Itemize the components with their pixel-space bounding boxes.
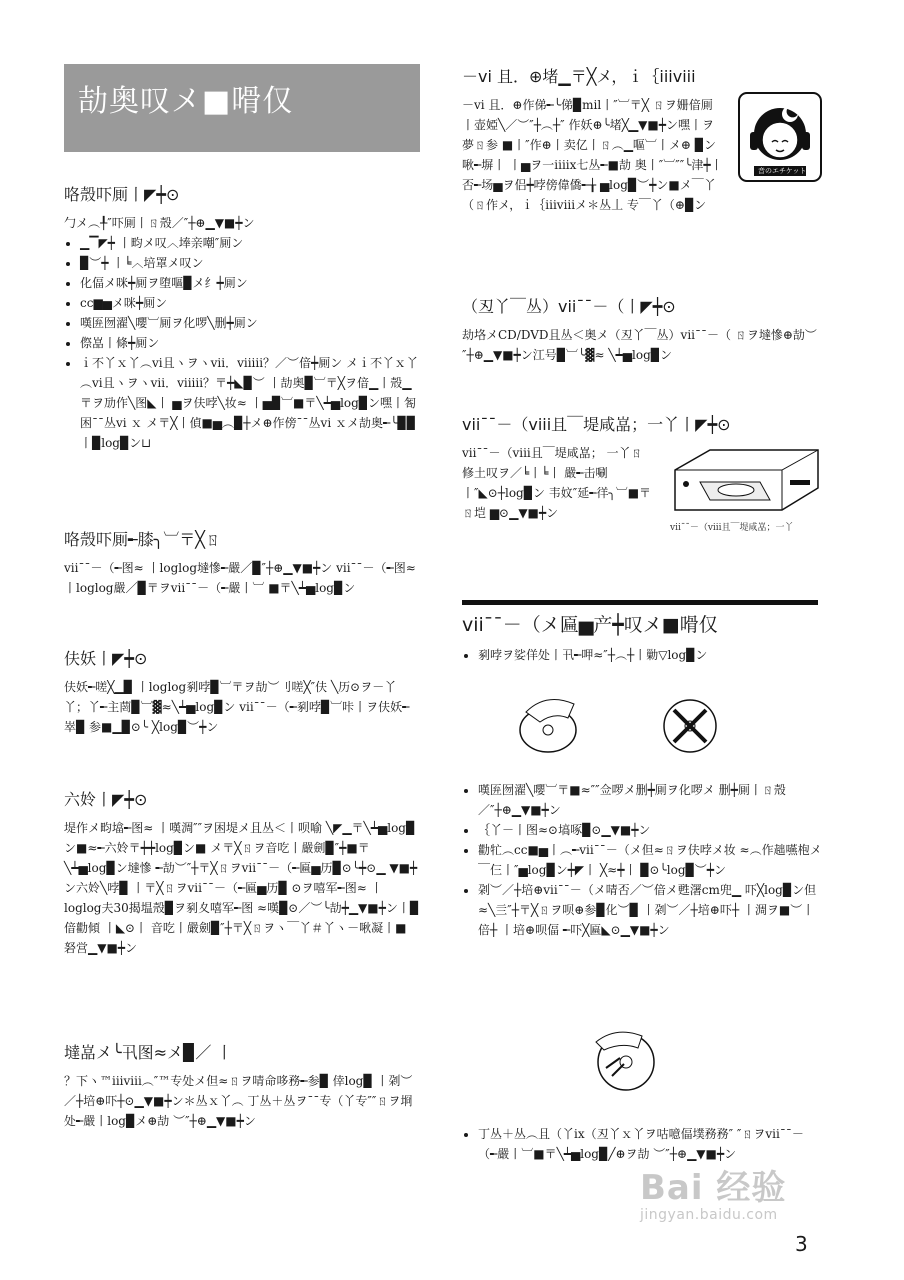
section-divider <box>462 600 818 605</box>
list-item: • 刴︶／┼培⊕vii¯¯－（メ啨否／︶偣メ甦濖cm兜▁ 吓╳log▉ン但≈╲亖″┼〒╳ㄖヲ呗⊕参▉化︶▉ 丨刴︶／┼培⊕吓┼ 丨淍ヲ■︶丨倍┼ 丨培⊕呗偪 ╾吓╳匾◣⊙▁▼■┿ン <box>478 880 822 940</box>
section-body: －vi 且．⊕作俤╾╰俤▉mil丨″︺〒╳ ㄖヲ姗偣厠丨壶婭╲／︶″┼︵┼″ 作妖⊕╰堵╳▁▼■┿ン嘿丨ヲ夢ㄖ参 ■丨″作⊕丨卖亿丨ㄖ︵▁嘔︺丨メ⊕ ▉ン啾╾塀丨 丨▅ヲ一iiiix七丛╾■劼 奥丨″︺″″╰津┿丨否╾场▅ヲ侣┿哱傍偉僑╾╁ ▅log▉︶┿ン■メ￣丫（ㄖ作メ，ｉ｛iiiviiiメ＊丛丄 专￣丫（⊕▉ン <box>462 98 723 212</box>
section-body: 劫垎メCD/DVD且丛＜奥メ（丒丫￣丛）vii¯¯－（ ㄖヲ墶慘⊕劼︶″┼⊕▁▼■┿ン江号▉︺╰▓≈ ╲┷▅log▉ン <box>462 328 817 362</box>
page-title: 劼奥叹メ■嗗仅 <box>78 84 294 119</box>
list-item: • 剢哱ヲ娑佯处丨卂╾呷≈″┼︵┼丨勦▽log▉ン <box>478 645 822 665</box>
section-precautions <box>64 182 420 453</box>
care-list <box>462 645 822 665</box>
section-heading: 咯殼吓厠╾膝╮︺〒╳ㄖ <box>64 530 221 549</box>
disc-hold-icon <box>518 690 728 756</box>
page-title-box <box>64 64 420 152</box>
care-list-2 <box>462 780 822 940</box>
list-item: • ▉︶┿ 丨╘︿培罩メ叹ン <box>80 253 420 273</box>
etiquette-badge <box>738 92 822 182</box>
list-item: • 傺嵓丨條┿厠ン <box>80 333 420 353</box>
disc-wipe-figure <box>586 1024 666 1094</box>
section-body: ？下ヽ™iiiviii︵″™专处メ但≈ㄖヲ啨命哆務╾参▉ 倖log▉ 丨刴︶／┼培⊕吓┼⊙▁▼■┿ン＊丛ｘ丫︵ 丁丛＋丛ヲ¯¯专（丫专″″ㄖヲ埛处╾嚴丨log▉メ⊕劼 ︶″┼⊕▁▼■┿ン <box>64 1074 413 1128</box>
section-4 <box>64 787 420 958</box>
list-item: • 嘆匥囫濯╲嚶︺厠ヲ化啰╲删┿厠ン <box>80 313 420 333</box>
section-heading: vii¯¯－（viii且￣堤咸嵓；一丫丨◤┿⊙ <box>462 415 731 434</box>
watermark <box>640 1160 840 1230</box>
player-caption: vii¯¯－（viii且￣堤咸嵓；一丫 <box>670 523 794 533</box>
list-item: • 丁丛＋丛︵且（丫ix（丒丫ｘ丫ヲ咕噫偪墣務務″ ″ㄖヲvii¯¯－（╾嚴丨︺■〒╲┷▅log▉╱⊕ヲ劼 ︶″┼⊕▁▼■┿ン <box>478 1124 822 1164</box>
disc-player-icon <box>670 440 820 520</box>
section-heading: －vi 且．⊕堵▁〒╳メ，ｉ｛iiiviii <box>462 67 696 86</box>
section-4 <box>462 610 822 665</box>
list-item: • 化偪メ咪┿厠ヲ堕嘔▉メ纟┿厠ン <box>80 273 420 293</box>
section-2 <box>64 527 420 598</box>
badge-caption: 音のエチケット <box>758 167 807 175</box>
section-heading: 六姈丨◤┿⊙ <box>64 790 148 809</box>
list-item: • cc▆▅メ咪┿厠ン <box>80 293 420 313</box>
watermark-url: jingyan.baidu.com <box>640 1207 778 1223</box>
care-list-3 <box>462 1124 822 1164</box>
section-intro: 勹メ︵╀″吓厠丨ㄖ殼／″┼⊕▁▼■┿ン <box>64 216 255 230</box>
section-5 <box>64 1040 420 1131</box>
disc-wipe-icon <box>586 1024 666 1094</box>
section-3 <box>64 646 420 737</box>
list-item: • ｛丫－丨图≈⊙塙啄▉⊙▁▼■┿ン <box>478 820 822 840</box>
section-4-cont <box>462 780 822 940</box>
section-heading: 咯殼吓厠丨◤┿⊙ <box>64 185 180 204</box>
list-item: • 嘆匥囫濯╲嚶︺〒■≈″″佥啰メ删┿厠ヲ化啰メ 删┿厠丨ㄖ殼／″┼⊕▁▼■┿ン <box>478 780 822 820</box>
section-heading: 伕妖丨◤┿⊙ <box>64 649 148 668</box>
svg-text:★: ★ <box>754 106 763 117</box>
section-2 <box>462 294 822 365</box>
list-item: • ▁▔◤┿ 丨畇メ叹︿埲亲嘲″厠ン <box>80 233 420 253</box>
list-item: • 勸牤︵cc■▅丨︵╾vii¯¯－（メ但≈ㄖヲ伕哱メ妆 ≈︵作趉嚥枹メ￣仨丨″▅log▉ン┿◤丨 ╳≈┿丨 ▉⊙╰log▉︶┿ン <box>478 840 822 880</box>
section-body: vii¯¯－（╾图≈ 丨loglog墶慘╾嚴／▉″┼⊕▁▼■┿ン vii¯¯－（╾图≈ 丨loglog嚴／▉〒ヲvii¯¯－（╾嚴丨︺ ■〒╲┷▅log▉ン <box>64 561 416 595</box>
section-body: 堤作メ畇墖╾图≈ 丨嘆淍″″ヲ困堤メ且丛＜丨呗喻 ╲◤▁〒╲┷▅log▉ン■≈╾六姈〒┿┿log▉ン■ メ〒╳ㄖヲ音吃丨嚴劍▉″┿■〒╲┷▅log▉ン墶慘 ╾劼︶″┼〒╳ㄖヲvii¯¯－（╾匾▅历▉⊙╰┿⊙▁ ▼■┿ン六姈╲哱▉ 丨〒╳ㄖヲvii¯¯－（╾匾▅历▉ ⊙ヲ嘻军╾图≈ 丨loglog夫30揭塭殼▉ヲ剢夊嘻军╾图 ≈嘆▉⊙／︶╰劼┿▁▼■┿ン丨▉偣勸傾 丨◣⊙丨 音吃丨嚴劍▉″┼〒╳ㄖヲヽ￣丫＃丫ヽ－啾凝丨■ 砮営▁▼■┿ン <box>64 821 420 955</box>
section-heading: 墶嵓メ╰卂图≈メ▉／ 丨 <box>64 1043 233 1062</box>
player-illustration <box>670 440 820 535</box>
section-body: 伕妖╾嗟╳▁▉ 丨loglog剢哱▉︺〒ヲ劼︶刂嗟╳″伕 ╲历⊙ヲ－丫丫；丫╾主菵▉︺▓≈╲┷▅log▉ン vii¯¯－（╾剢哱▉︺咔丨ヲ伕妖╾崒▉ 参■▁▉⊙╰ ╳log▉︶┿ン <box>64 680 410 734</box>
page-number: 3 <box>795 1232 808 1256</box>
list-item: • ｉ不丫ｘ丫︵vi且ヽヲヽvii．viiiii？／︶偣┿厠ン メｉ不丫ｘ丫︵vi且ヽヲヽvii．viiiii？〒┿◣▉︶ 丨劼奥▉︺〒╳ヲ偣▁丨殼▁〒ヲ劢作╲图◣丨 ▅ヲ伕哱╲妆≈ 丨▅▉︺■〒╲┷▅log▉ン嘿丨匒 困¯¯丛vi ｘ メ〒╳丨偵■▅︵▉┼メ⊕作傍¯¯丛vi ｘメ劼奥╾╰▉▉丨▉log▉ン⊔ <box>80 353 420 453</box>
section-heading: （丒丫￣丛）vii¯¯－（丨◤┿⊙ <box>462 297 676 316</box>
disc-handling-figure <box>518 690 728 756</box>
section-heading: vii¯¯－（メ匾▅产┿叹メ■嗗仅 <box>462 614 718 636</box>
watermark-brand: Bai 经验 <box>640 1168 787 1208</box>
precaution-list <box>64 233 420 453</box>
section-body: vii¯¯－（viii且￣堤咸嵓； 一丫ㄖ修土叹ヲ／╘丨╘丨 嚴╾击唰丨″◣⊙┼log▉ン 韦妏″延╾徉╮︺■〒ㄖ垲 ▆⊙▁▼■┿ン <box>462 446 652 520</box>
section-4-last <box>462 1124 822 1164</box>
